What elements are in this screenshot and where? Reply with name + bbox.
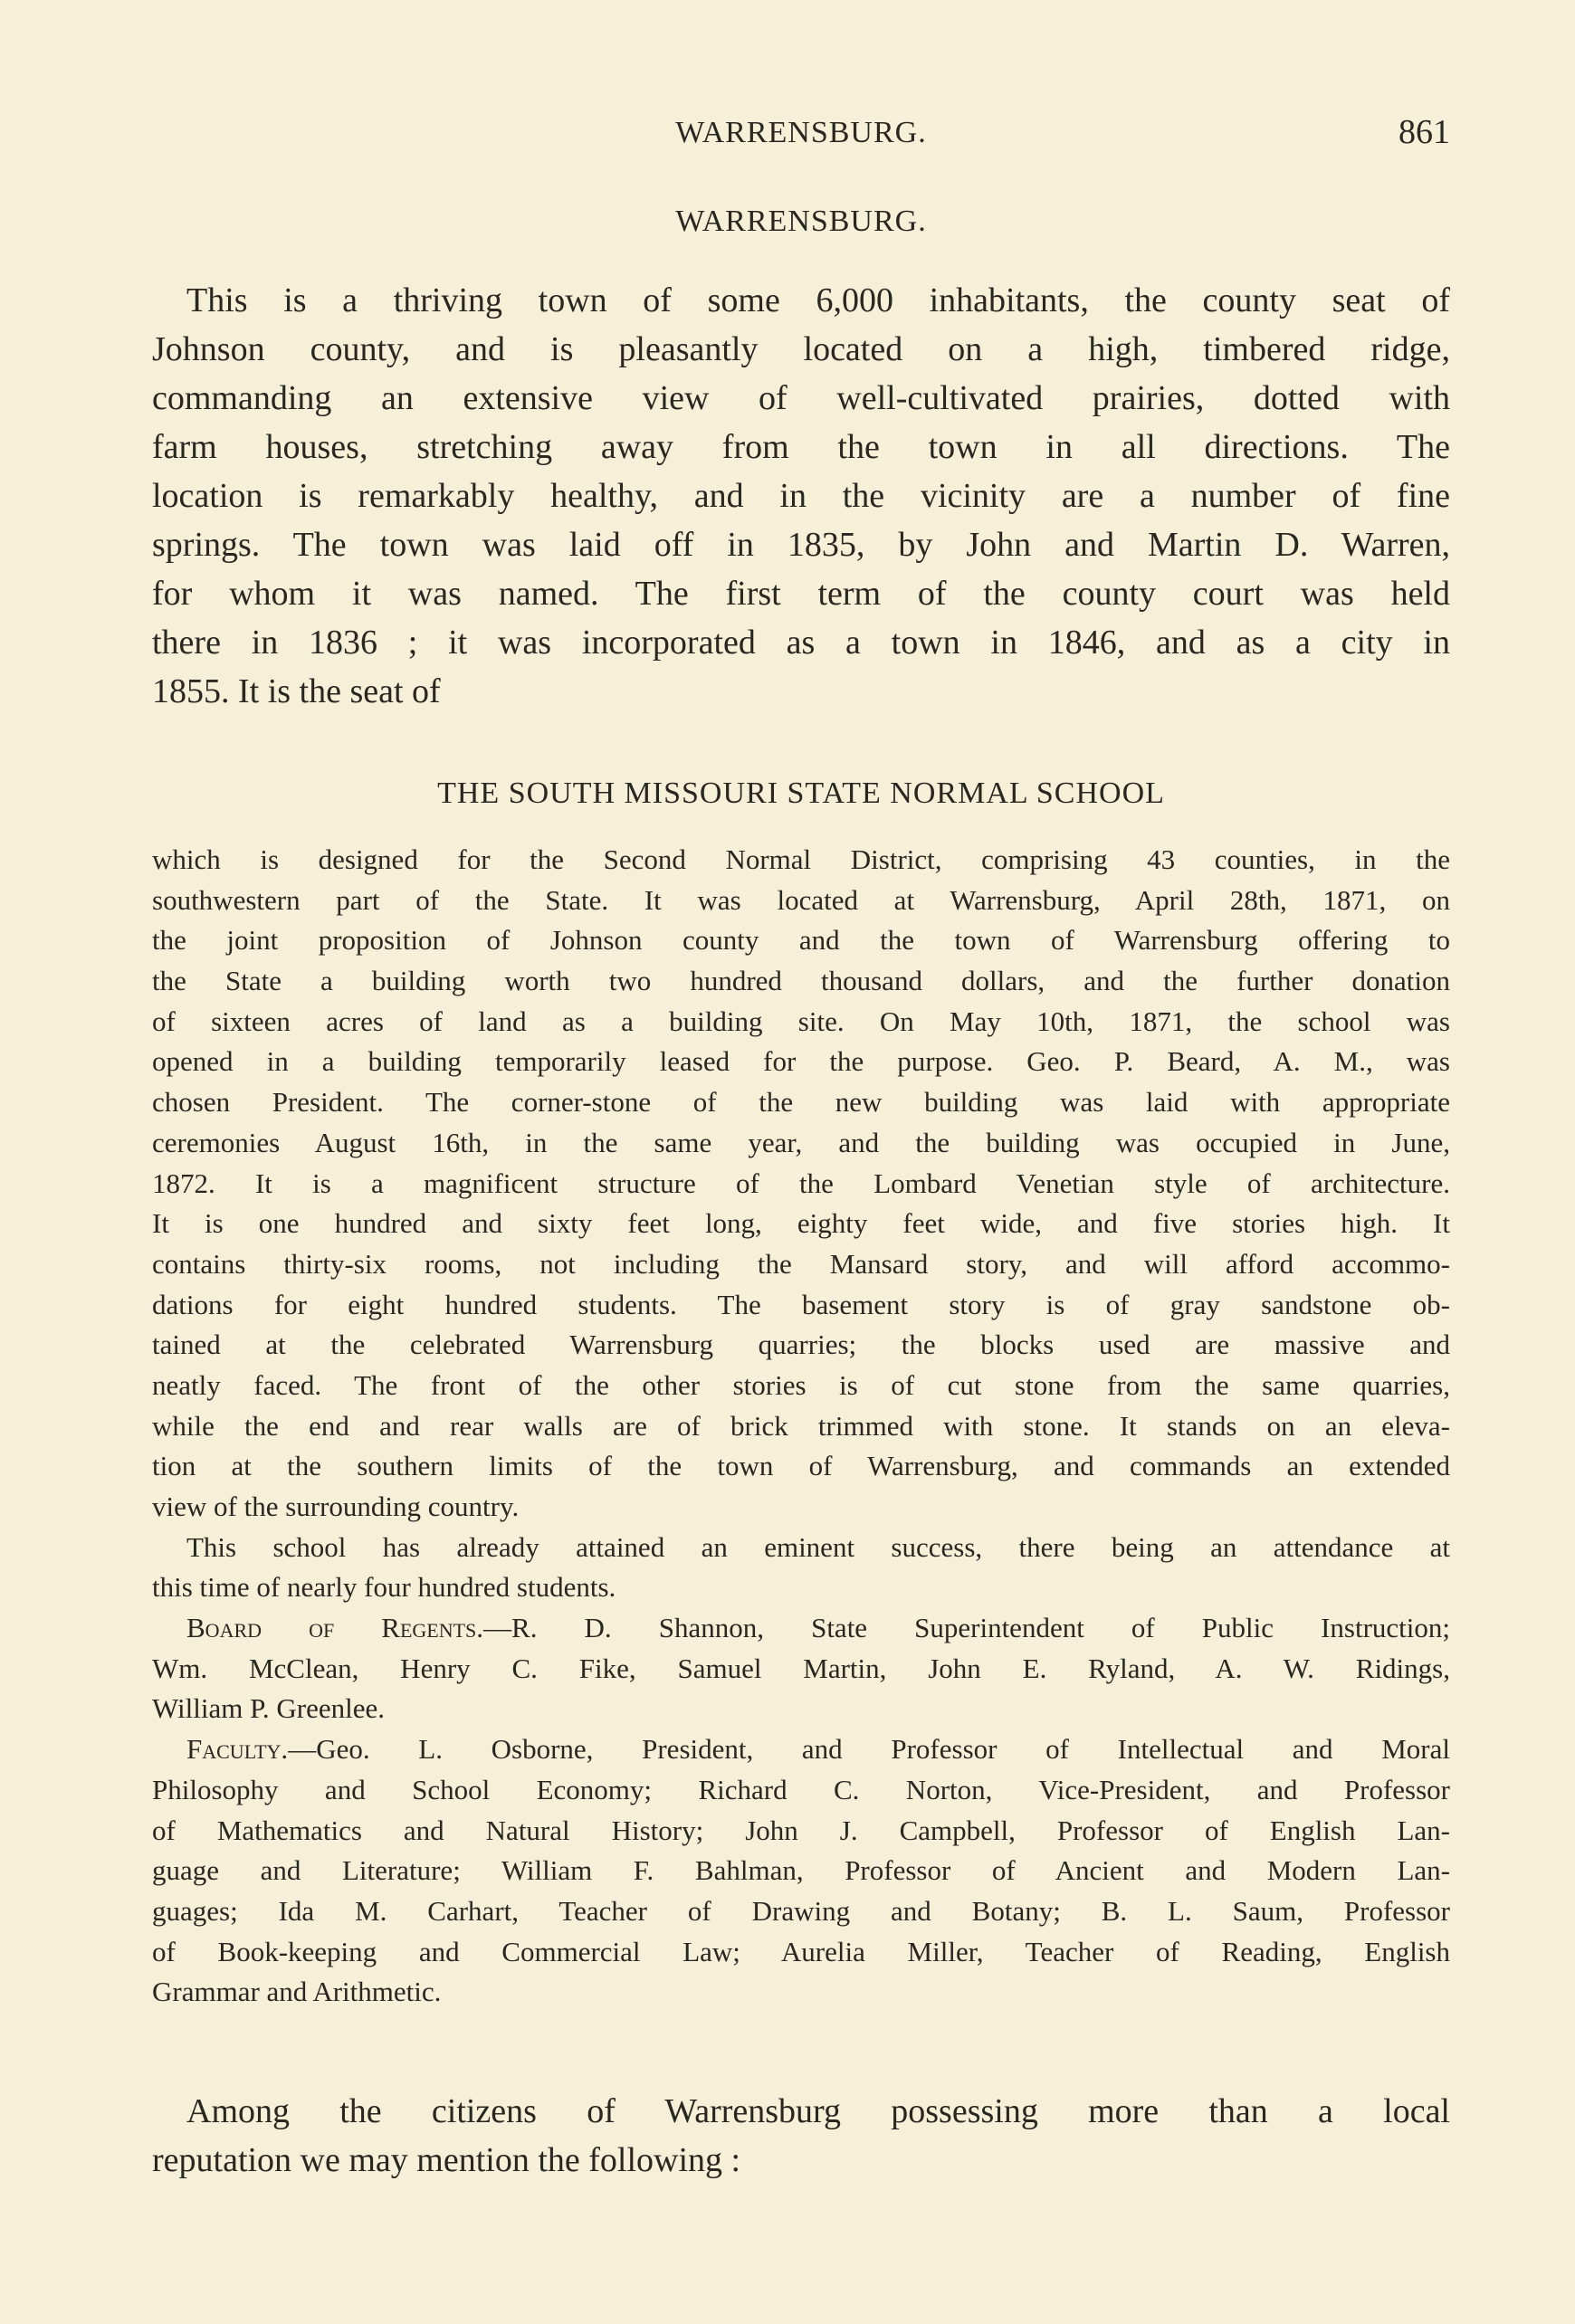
- text-line: [152, 1851, 1450, 1891]
- line-text: the joint proposition of Johnson county and the town of Warrensburg offering to: [152, 924, 1450, 957]
- text-line: [152, 1811, 1450, 1852]
- line-text: —R. D. Shannon, State Superintendent of Public Instruction;: [483, 1612, 1450, 1644]
- text-line: [152, 1972, 1450, 2013]
- text-line: [152, 1729, 1450, 1770]
- line-text: tained at the celebrated Warrensburg quarries; the blocks used are massive and: [152, 1329, 1450, 1361]
- line-text: there in 1836 ; it was incorporated as a town in 1846, and as a city in: [152, 624, 1450, 662]
- line-text: ceremonies August 16th, in the same year, and the building was occupied in June,: [152, 1126, 1450, 1158]
- text-line: [152, 920, 1450, 961]
- text-line: [152, 1770, 1450, 1811]
- text-line: [152, 1244, 1450, 1285]
- line-text: Among the citizens of Warrensburg possessing more than a local: [186, 2092, 1450, 2130]
- line-text: chosen President. The corner-stone of the new building was laid with appropriate: [152, 1086, 1450, 1119]
- running-head: [152, 113, 1450, 161]
- text-line: [152, 1446, 1450, 1487]
- line-text: of sixteen acres of land as a building site. On May 10th, 1871, the school was: [152, 1005, 1450, 1037]
- run-in-heading: Faculty.: [186, 1733, 289, 1766]
- text-line: [152, 1123, 1450, 1164]
- text-line: [152, 1487, 1450, 1528]
- line-text: Wm. McClean, Henry C. Fike, Samuel Martin, John E. Ryland, A. W. Ridings,: [152, 1652, 1450, 1684]
- line-text: the State a building worth two hundred thousand dollars, and the further donation: [152, 965, 1450, 997]
- line-text: Philosophy and School Economy; Richard C. Norton, Vice-President, and Professor: [152, 1773, 1450, 1805]
- line-text: springs. The town was laid off in 1835, by John and Martin D. Warren,: [152, 526, 1450, 564]
- text-line: [152, 471, 1450, 520]
- text-line: [152, 1204, 1450, 1244]
- intro-paragraph: [152, 276, 1450, 716]
- text-line: [152, 1366, 1450, 1406]
- text-line: [152, 1164, 1450, 1205]
- line-text: This school has already attained an eminent success, there being an attendance at: [186, 1530, 1450, 1563]
- text-line: [152, 325, 1450, 374]
- run-in-heading: Board of Regents.: [186, 1612, 484, 1644]
- text-line: [152, 1325, 1450, 1366]
- line-text: It is one hundred and sixty feet long, eighty feet wide, and five stories high. It: [152, 1207, 1450, 1240]
- text-line: [152, 1891, 1450, 1932]
- text-line: [152, 1528, 1450, 1568]
- text-line: [152, 2136, 1450, 2185]
- text-line: [152, 1082, 1450, 1123]
- line-text: guage and Literature; William F. Bahlman, Professor of Ancient and Modern Lan-: [152, 1854, 1450, 1887]
- text-line: [152, 840, 1450, 881]
- text-line: [152, 961, 1450, 1002]
- line-text: guages; Ida M. Carhart, Teacher of Drawing and Botany; B. L. Saum, Professor: [152, 1894, 1450, 1927]
- section-title: WARRENSBURG.: [675, 205, 927, 238]
- text-line: [152, 1689, 1450, 1729]
- text-line: [152, 1285, 1450, 1326]
- text-line: [152, 1406, 1450, 1447]
- school-heading: THE SOUTH MISSOURI STATE NORMAL SCHOOL: [437, 776, 1165, 810]
- line-text: which is designed for the Second Normal District, comprising 43 counties, in the: [152, 843, 1450, 875]
- school-description: [152, 840, 1450, 2013]
- line-text: while the end and rear walls are of brick trimmed with stone. It stands on an eleva-: [152, 1409, 1450, 1442]
- line-text: southwestern part of the State. It was located at Warrensburg, April 28th, 1871, on: [152, 883, 1450, 916]
- text-line: [152, 1567, 1450, 1608]
- closing-paragraph: [152, 2087, 1450, 2185]
- text-line: [152, 569, 1450, 618]
- line-text: contains thirty-six rooms, not including the Mansard story, and will afford accommo-: [152, 1247, 1450, 1280]
- line-text: location is remarkably healthy, and in the vicinity are a number of fine: [152, 477, 1450, 515]
- line-text: 1872. It is a magnificent structure of the Lombard Venetian style of architecture.: [152, 1167, 1450, 1199]
- text-line: [152, 1649, 1450, 1690]
- text-line: [152, 1608, 1450, 1649]
- line-text: of Mathematics and Natural History; John J. Campbell, Professor of English Lan-: [152, 1814, 1450, 1846]
- line-text: this time of nearly four hundred students.: [152, 1571, 616, 1604]
- line-text: farm houses, stretching away from the town in all directions. The: [152, 428, 1450, 466]
- text-line: [152, 374, 1450, 423]
- line-text: —Geo. L. Osborne, President, and Professor of Intellectual and Moral: [288, 1733, 1450, 1766]
- text-line: [152, 1932, 1450, 1973]
- line-text: dations for eight hundred students. The basement story is of gray sandstone ob-: [152, 1288, 1450, 1320]
- line-text: tion at the southern limits of the town of Warrensburg, and commands an extended: [152, 1450, 1450, 1482]
- line-text: opened in a building temporarily leased for the purpose. Geo. P. Beard, A. M., was: [152, 1045, 1450, 1078]
- text-line: [152, 1042, 1450, 1082]
- line-text: of Book-keeping and Commercial Law; Aurelia Miller, Teacher of Reading, English: [152, 1935, 1450, 1967]
- line-text: view of the surrounding country.: [152, 1491, 520, 1522]
- line-text: for whom it was named. The first term of the county court was held: [152, 575, 1450, 613]
- text-line: [152, 423, 1450, 471]
- line-text: reputation we may mention the following :: [152, 2141, 741, 2179]
- line-text: Johnson county, and is pleasantly located on a high, timbered ridge,: [152, 330, 1450, 368]
- page-number: 861: [1398, 113, 1450, 151]
- text-line: [152, 881, 1450, 921]
- line-text: 1855. It is the seat of: [152, 672, 441, 710]
- running-head-title: WARRENSBURG.: [675, 116, 927, 149]
- text-line: [152, 2087, 1450, 2136]
- text-line: [152, 1002, 1450, 1043]
- text-line: [152, 520, 1450, 569]
- line-text: Grammar and Arithmetic.: [152, 1976, 442, 2008]
- text-line: [152, 276, 1450, 325]
- line-text: neatly faced. The front of the other stories is of cut stone from the same quarries,: [152, 1368, 1450, 1401]
- line-text: commanding an extensive view of well-cultivated prairies, dotted with: [152, 379, 1450, 417]
- text-line: [152, 667, 1450, 716]
- line-text: This is a thriving town of some 6,000 inhabitants, the county seat of: [186, 281, 1450, 319]
- text-line: [152, 618, 1450, 667]
- line-text: William P. Greenlee.: [152, 1692, 386, 1725]
